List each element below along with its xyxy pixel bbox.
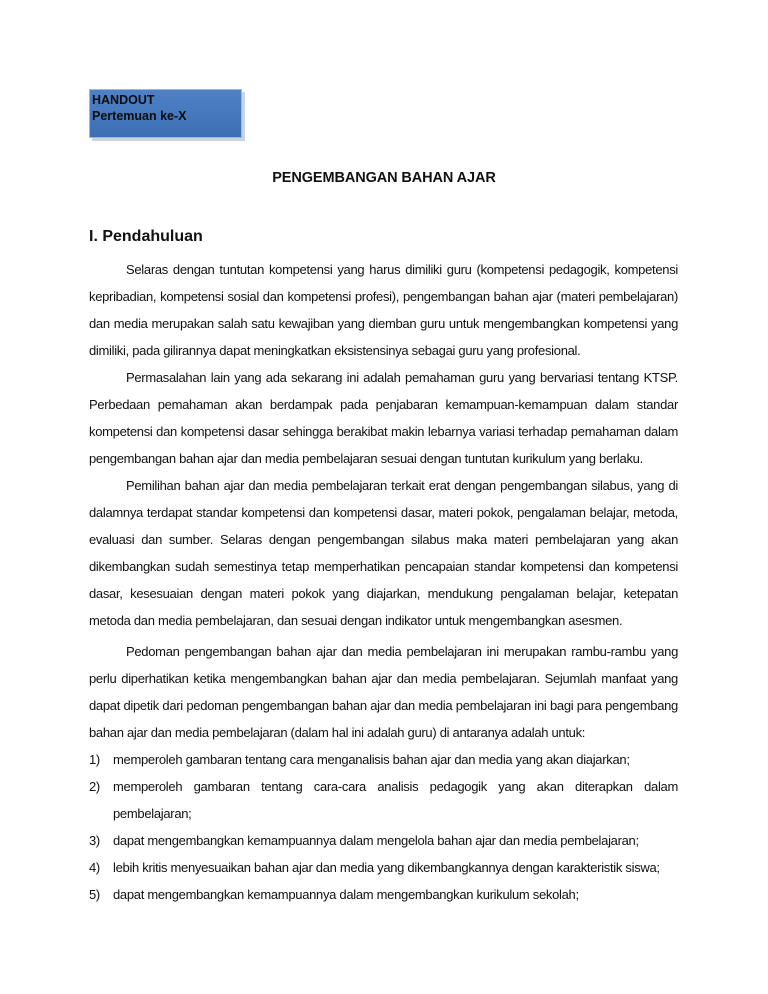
paragraph-2: Permasalahan lain yang ada sekarang ini adalah pemahaman guru yang bervariasi tentang KTSP. Perbedaan pemahaman akan berdampak pada penjabaran kemampuan-kemampuan dalam standar kompetensi dan kompetensi dasar sehingga berakibat makin lebarnya variasi terhadap pemahaman dalam pengembangan bahan ajar dan media pembelajaran sesuai dengan tuntutan kurikulum yang berlaku. [89,370,678,466]
document-title [0,170,768,186]
list-item [89,881,678,908]
section-heading: I. Pendahuluan [89,228,203,245]
document-title-text: PENGEMBANGAN BAHAN AJAR [272,170,496,186]
paragraph-4: Pedoman pengembangan bahan ajar dan media pembelajaran ini merupakan rambu-rambu yang perlu diperhatikan ketika mengembangkan bahan ajar dan media pembelajaran. Sejumlah manfaat yang dapat dipetik dari pedoman pengembangan bahan ajar dan media pembelajaran ini bagi para pengembang bahan ajar dan media pembelajaran (dalam hal ini adalah guru) di antaranya adalah untuk: [89,644,678,740]
list-item-text: dapat mengembangkan kemampuannya dalam mengelola bahan ajar dan media pembelajaran; [113,833,639,848]
meeting-label: Pertemuan ke-X [92,109,187,123]
list-item-number: 4) [89,860,100,875]
list-item-text: memperoleh gambaran tentang cara menganalisis bahan ajar dan media yang akan diajarkan; [113,752,630,767]
paragraph-3: Pemilihan bahan ajar dan media pembelajaran terkait erat dengan pengembangan silabus, yang di dalamnya terdapat standar kompetensi dan kompetensi dasar, materi pokok, pengalaman belajar, metoda, evaluasi dan sumber. Selaras dengan pengembangan silabus maka materi pembelajaran yang akan dikembangkan sudah semestinya tetap memperhatikan pencapaian standar kompetensi dan kompetensi dasar, kesesuaian dengan materi pokok yang diajarkan, mendukung pengalaman belajar, ketepatan metoda dan media pembelajaran, dan sesuai dengan indikator untuk mengembangkan asesmen. [89,478,678,628]
list-item-text: lebih kritis menyesuaikan bahan ajar dan media yang dikembangkannya dengan karakteristik siswa; [113,860,660,875]
list-item-text: memperoleh gambaran tentang cara-cara analisis pedagogik yang akan diterapkan dalam pembelajaran; [113,779,678,821]
list-item-number: 5) [89,887,100,902]
list-item-number: 2) [89,779,100,794]
list-item [89,773,678,827]
paragraph-1: Selaras dengan tuntutan kompetensi yang harus dimiliki guru (kompetensi pedagogik, kompetensi kepribadian, kompetensi sosial dan kompetensi profesi), pengembangan bahan ajar (materi pembelajaran) dan media merupakan salah satu kewajiban yang diemban guru untuk mengembangkan kompetensi yang dimiliki, pada gilirannya dapat meningkatkan eksistensinya sebagai guru yang profesional. [89,262,678,358]
list-item [89,854,678,881]
handout-label-box [89,89,242,138]
list-item-number: 1) [89,752,100,767]
section-body [89,256,678,908]
list-item [89,827,678,854]
list-item-number: 3) [89,833,100,848]
benefit-list [89,746,678,908]
handout-label: HANDOUT [92,93,155,107]
list-item [89,746,678,773]
list-item-text: dapat mengembangkan kemampuannya dalam mengembangkan kurikulum sekolah; [113,887,579,902]
